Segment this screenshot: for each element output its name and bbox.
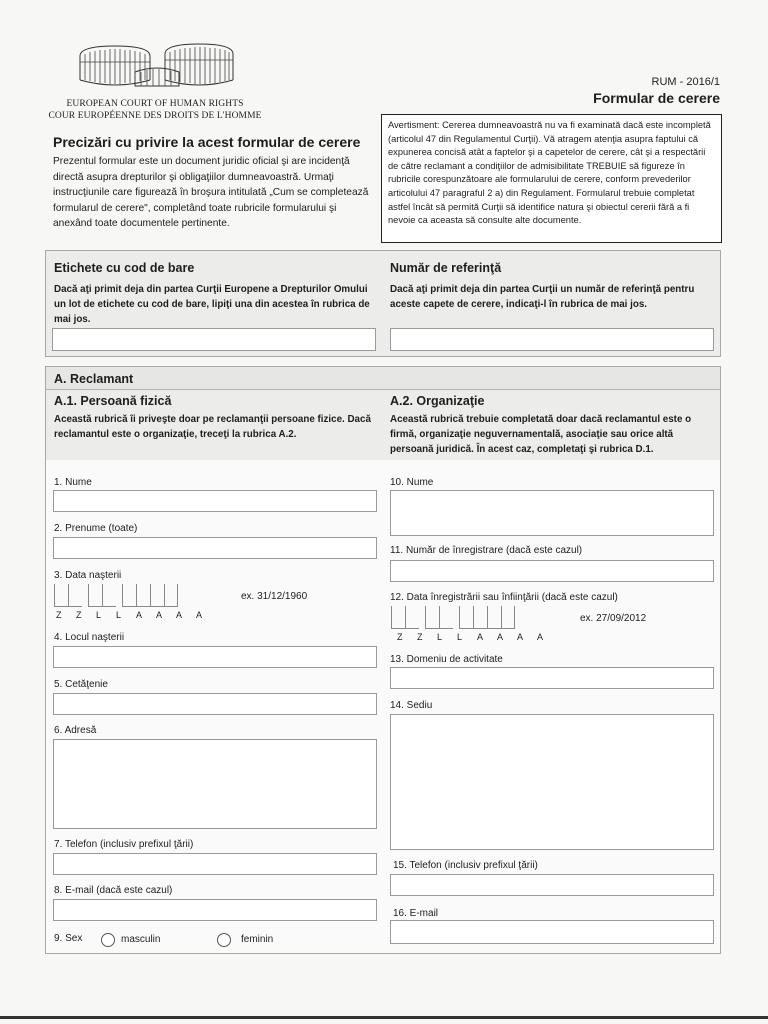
f4-label: 4. Locul naşterii [54,632,125,643]
f12-example: ex. 27/09/2012 [580,613,647,624]
sex-feminin-label: feminin [241,934,274,945]
email-input[interactable] [53,899,377,921]
f15-label: 15. Telefon (inclusiv prefixul ţării) [393,860,538,871]
org-telefon-input[interactable] [390,874,714,896]
registration-date-cells[interactable] [391,606,515,629]
f3-example: ex. 31/12/1960 [241,591,308,602]
nr-inregistrare-input[interactable] [390,560,714,582]
f6-label: 6. Adresă [54,725,97,736]
sex-masculin-label: masculin [121,934,161,945]
org-nume-input[interactable] [390,490,714,536]
f3-label: 3. Data naşterii [54,570,122,581]
section-a-title: A. Reclamant [54,372,134,386]
section-a-header [46,367,720,390]
f9-label: 9. Sex [54,933,83,944]
a2-text: Această rubrică trebuie completată doar dacă reclamantul este o firmă, organizaţie neguvernamentală, asociaţie sau orice altă persoană juridică. În acest caz, completaţi şi rubrica D.1. [390,414,692,455]
nume-input[interactable] [53,490,377,512]
form-title: Formular de cerere [593,90,720,106]
f7-label: 7. Telefon (inclusiv prefixul ţării) [54,839,194,850]
barcode-reference-panel [45,250,721,357]
a2-title: A.2. Organizaţie [390,394,485,408]
adresa-input[interactable] [53,739,377,829]
locul-nasterii-input[interactable] [53,646,377,668]
f1-label: 1. Nume [54,477,92,488]
sex-feminin-radio[interactable] [217,933,231,947]
barcode-input[interactable] [52,328,376,351]
f5-label: 5. Cetăţenie [54,679,108,690]
intro-title: Precizări cu privire la acest formular de cerere [53,134,361,150]
f11-label: 11. Număr de înregistrare (dacă este cazul) [390,545,583,556]
a1-text: Această rubrică îi priveşte doar pe reclamanţii persoane fizice. Dacă reclamantul este o organizaţie, treceţi la rubrica A.2. [54,414,371,440]
sex-masculin-radio[interactable] [101,933,115,947]
f16-label: 16. E-mail [393,908,439,919]
f12-label: 12. Data înregistrării sau înfiinţării (dacă este cazul) [390,592,618,603]
section-a-panel [45,366,721,954]
f10-label: 10. Nume [390,477,434,488]
court-logo [75,42,240,94]
a1-title: A.1. Persoană fizică [54,394,172,408]
scan-edge [0,1016,768,1019]
prenume-input[interactable] [53,537,377,559]
warning-text: Avertisment: Cererea dumneavoastră nu va fi examinată dacă este incompletă (articolul 47 din Regulamentul Curţii). Vă atragem atenţia asupra faptului că expunerea concisă atât a faptelor şi a capetelor de cerere, cât şi a respectării de către reclamant a condiţiilor de admisibilitate TREBUIE să figureze în rubricile corespunzătoare ale formularului de cerere, conform prevederilor articolului 47 paragraful 2 a) din Regulament. Formularul trebuie completat astfel încât să permită Curţii să identifice natura şi obiectul cererii fără a fi nevoie ca aceasta să consulte alte documente. [388,120,711,226]
barcode-title: Etichete cu cod de bare [54,261,195,275]
f13-label: 13. Domeniu de activitate [390,654,503,665]
org-email-input[interactable] [390,920,714,944]
reference-title: Număr de referinţă [390,261,502,275]
birthdate-cells[interactable] [54,584,178,607]
form-code: RUM - 2016/1 [651,76,720,88]
f2-label: 2. Prenume (toate) [54,523,138,534]
date-letters-a2: Z Z L L A A A A [397,632,544,642]
court-name-fr: COUR EUROPÉENNE DES DROITS DE L'HOMME [48,111,262,121]
f8-label: 8. E-mail (dacă este cazul) [54,885,173,896]
f14-label: 14. Sediu [390,700,433,711]
date-letters-a1: Z Z L L A A A A [56,610,203,620]
telefon-input[interactable] [53,853,377,875]
barcode-text: Dacă aţi primit deja din partea Curţii Europene a Drepturilor Omului un lot de etichete cu cod de bare, lipiţi una din acestea în rubrica de mai jos. [54,284,370,325]
court-name-en: EUROPEAN COURT OF HUMAN RIGHTS [66,99,244,109]
intro-text: Prezentul formular este un document juridic oficial şi are incidenţă directă asupra drepturilor şi obligaţiilor dumneavoastră. Urmaţi instrucţiunile care figurează în broşura intitulată „Cum se completează formularul de cerere", completând toate rubricile formularului şi anexând toate documentele pertinente. [53,156,369,229]
sediu-input[interactable] [390,714,714,850]
cetatenie-input[interactable] [53,693,377,715]
reference-input[interactable] [390,328,714,351]
reference-text: Dacă aţi primit deja din partea Curţii un număr de referinţă pentru aceste capete de cerere, indicaţi-l în rubrica de mai jos. [390,284,695,310]
warning-box [381,114,722,243]
domeniu-input[interactable] [390,667,714,689]
